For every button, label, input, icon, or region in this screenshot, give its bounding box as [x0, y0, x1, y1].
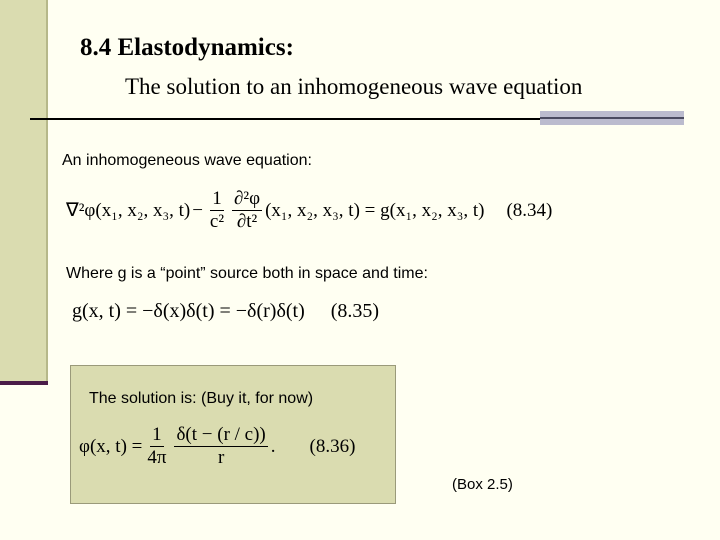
title-divider — [30, 118, 540, 120]
eq-836-frac-den: 4π — [147, 447, 167, 468]
eq-834-derivative — [232, 188, 262, 233]
equation-8-35 — [72, 300, 379, 323]
solution-text: The solution is: (Buy it, for now) — [89, 390, 314, 407]
solution-box — [70, 365, 396, 504]
eq-836-fraction — [145, 424, 168, 469]
slide-subtitle: The solution to an inhomogeneous wave equation — [125, 74, 583, 99]
eq-834-fraction — [208, 188, 226, 233]
eq-834-frac-den: c² — [209, 211, 225, 232]
eq-836-frac-num: 1 — [152, 424, 162, 445]
eq-834-frac-num: 1 — [212, 188, 222, 209]
eq-836-number: (8.36) — [309, 435, 356, 457]
eq-834-lhs-b: (x₁, x₂, x₃, t) = g(x₁, x₂, x₃, t) — [265, 199, 485, 221]
where-text: Where g is a “point” source both in space and time: — [66, 265, 428, 282]
eq-834-deriv-den: ∂t² — [236, 211, 258, 232]
eq-835-expr: g(x, t) = −δ(x)δ(t) = −δ(r)δ(t) — [72, 300, 305, 322]
equation-8-34 — [66, 188, 552, 233]
eq-836-delta-den: r — [217, 447, 225, 468]
divider-accent-line — [540, 117, 684, 119]
sidebar-decoration — [0, 0, 48, 384]
eq-836-end: . — [270, 435, 276, 457]
equation-8-36 — [79, 424, 355, 469]
eq-836-delta-fraction — [174, 424, 267, 469]
eq-836-delta-num: δ(t − (r / c)) — [176, 424, 266, 445]
eq-836-lhs: φ(x, t) = — [79, 435, 143, 457]
sidebar-accent-bar — [0, 381, 48, 385]
eq-834-deriv-num: ∂²φ — [234, 188, 261, 209]
slide-title: 8.4 Elastodynamics: — [80, 34, 294, 61]
box-reference: (Box 2.5) — [452, 476, 513, 493]
eq-834-minus: − — [192, 199, 203, 221]
eq-834-number: (8.34) — [506, 199, 553, 221]
intro-text: An inhomogeneous wave equation: — [62, 152, 312, 169]
eq-835-number: (8.35) — [330, 300, 380, 322]
eq-834-lhs-a: ∇²φ(x₁, x₂, x₃, t) — [66, 200, 191, 221]
